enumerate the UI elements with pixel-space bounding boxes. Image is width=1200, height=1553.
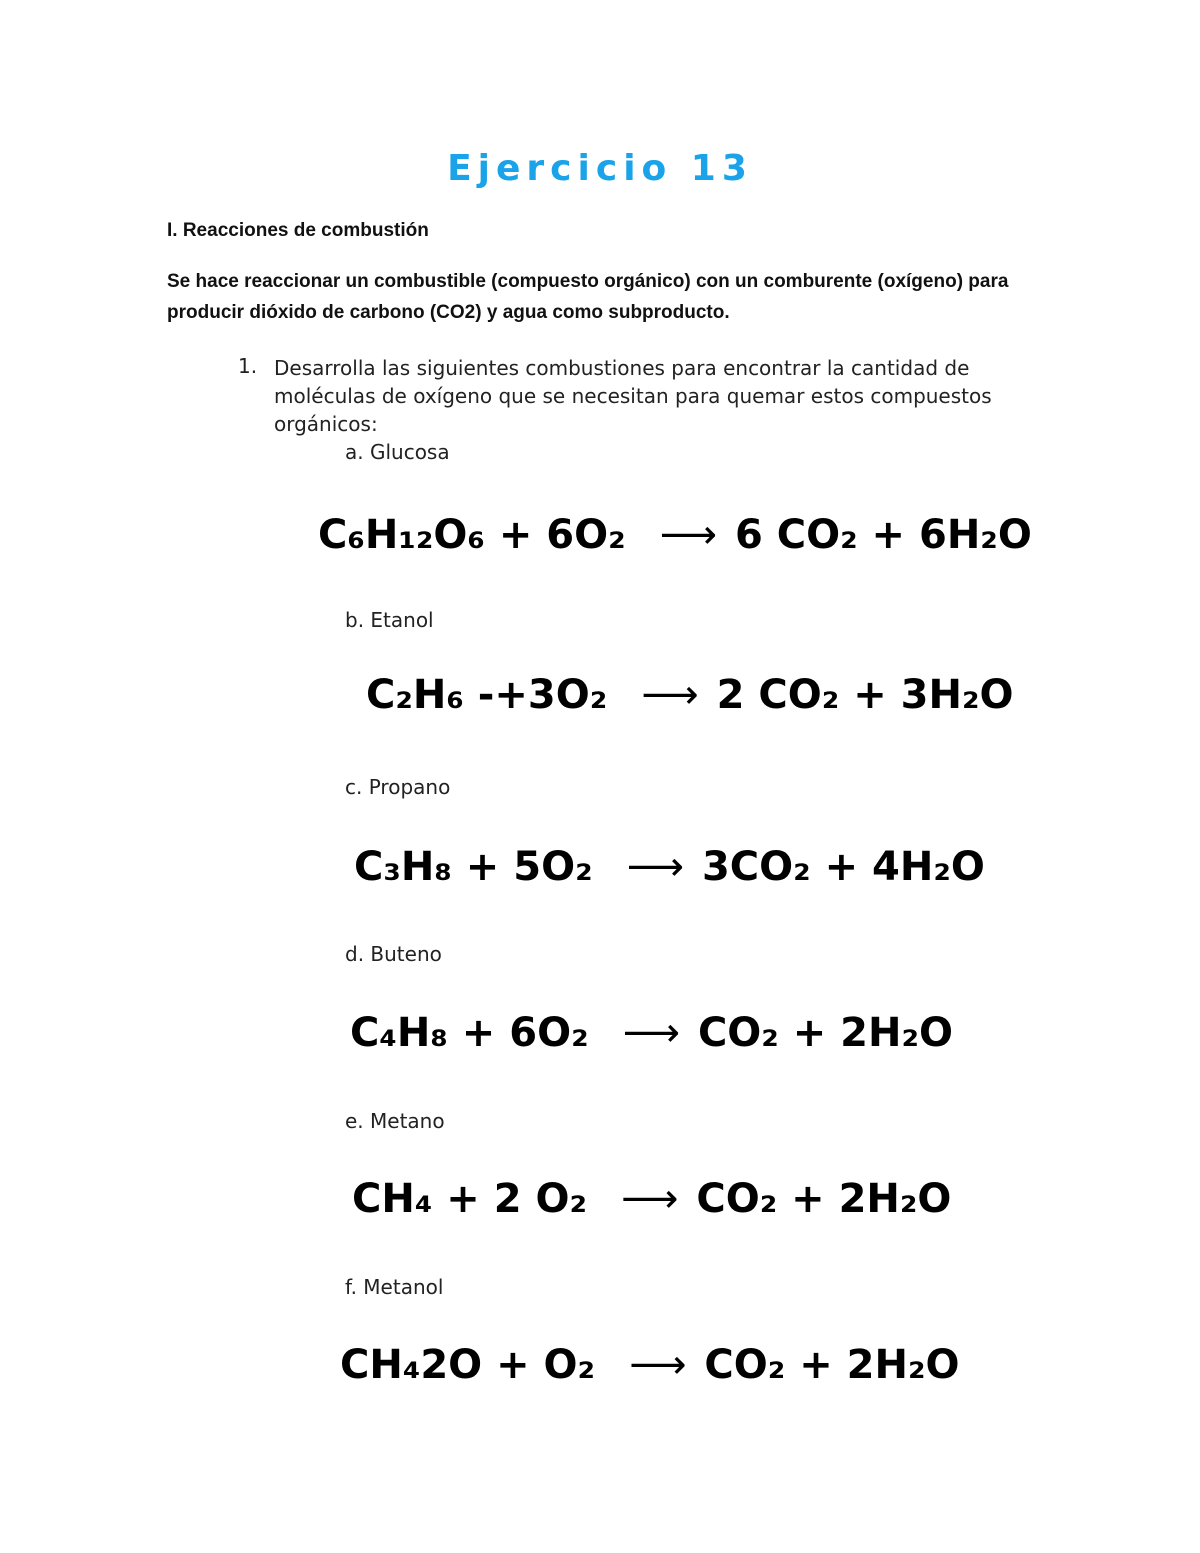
equation-metano bbox=[352, 1176, 967, 1222]
equation-products: 3CO₂ + 4H₂O bbox=[701, 844, 985, 890]
item-label-glucosa: a. Glucosa bbox=[345, 440, 450, 464]
equation-products: 2 CO₂ + 3H₂O bbox=[716, 672, 1014, 718]
page-title: Ejercicio 13 bbox=[447, 148, 753, 189]
equation-reactants: C₂H₆ -+3O₂ bbox=[366, 672, 608, 718]
equation-buteno bbox=[350, 1010, 969, 1056]
equation-products: CO₂ + 2H₂O bbox=[697, 1010, 954, 1056]
reaction-arrow: ⟶ bbox=[626, 844, 684, 890]
intro-paragraph: Se hace reaccionar un combustible (compuesto orgánico) con un comburente (oxígeno) para producir dióxido de carbono (CO2) y agua como subproducto. bbox=[167, 271, 1009, 323]
question-text: Desarrolla las siguientes combustiones para encontrar la cantidad de moléculas de oxígeno que se necesitan para quemar estos compuestos orgánicos: bbox=[274, 356, 992, 436]
equation-propano bbox=[354, 844, 1001, 890]
question-number: 1. bbox=[238, 354, 258, 378]
equation-metanol bbox=[340, 1342, 976, 1388]
item-label-propano: c. Propano bbox=[345, 775, 451, 799]
equation-reactants: CH₄ + 2 O₂ bbox=[352, 1176, 587, 1222]
item-label-metanol: f. Metanol bbox=[345, 1275, 444, 1299]
reaction-arrow: ⟶ bbox=[641, 672, 699, 718]
section-heading: I. Reacciones de combustión bbox=[167, 220, 429, 241]
item-label-etanol: b. Etanol bbox=[345, 608, 434, 632]
equation-products: CO₂ + 2H₂O bbox=[696, 1176, 952, 1222]
equation-reactants: C₆H₁₂O₆ + 6O₂ bbox=[318, 512, 626, 558]
equation-products: 6 CO₂ + 6H₂O bbox=[734, 512, 1032, 558]
reaction-arrow: ⟶ bbox=[622, 1010, 680, 1056]
reaction-arrow: ⟶ bbox=[629, 1342, 687, 1388]
equation-glucosa bbox=[318, 512, 1048, 558]
equation-etanol bbox=[366, 672, 1029, 718]
equation-reactants: C₄H₈ + 6O₂ bbox=[350, 1010, 589, 1056]
equation-reactants: C₃H₈ + 5O₂ bbox=[354, 844, 593, 890]
item-label-metano: e. Metano bbox=[345, 1109, 445, 1133]
equation-products: CO₂ + 2H₂O bbox=[704, 1342, 960, 1388]
reaction-arrow: ⟶ bbox=[621, 1176, 679, 1222]
reaction-arrow: ⟶ bbox=[659, 512, 717, 558]
item-label-buteno: d. Buteno bbox=[345, 942, 442, 966]
equation-reactants: CH₄2O + O₂ bbox=[340, 1342, 596, 1388]
